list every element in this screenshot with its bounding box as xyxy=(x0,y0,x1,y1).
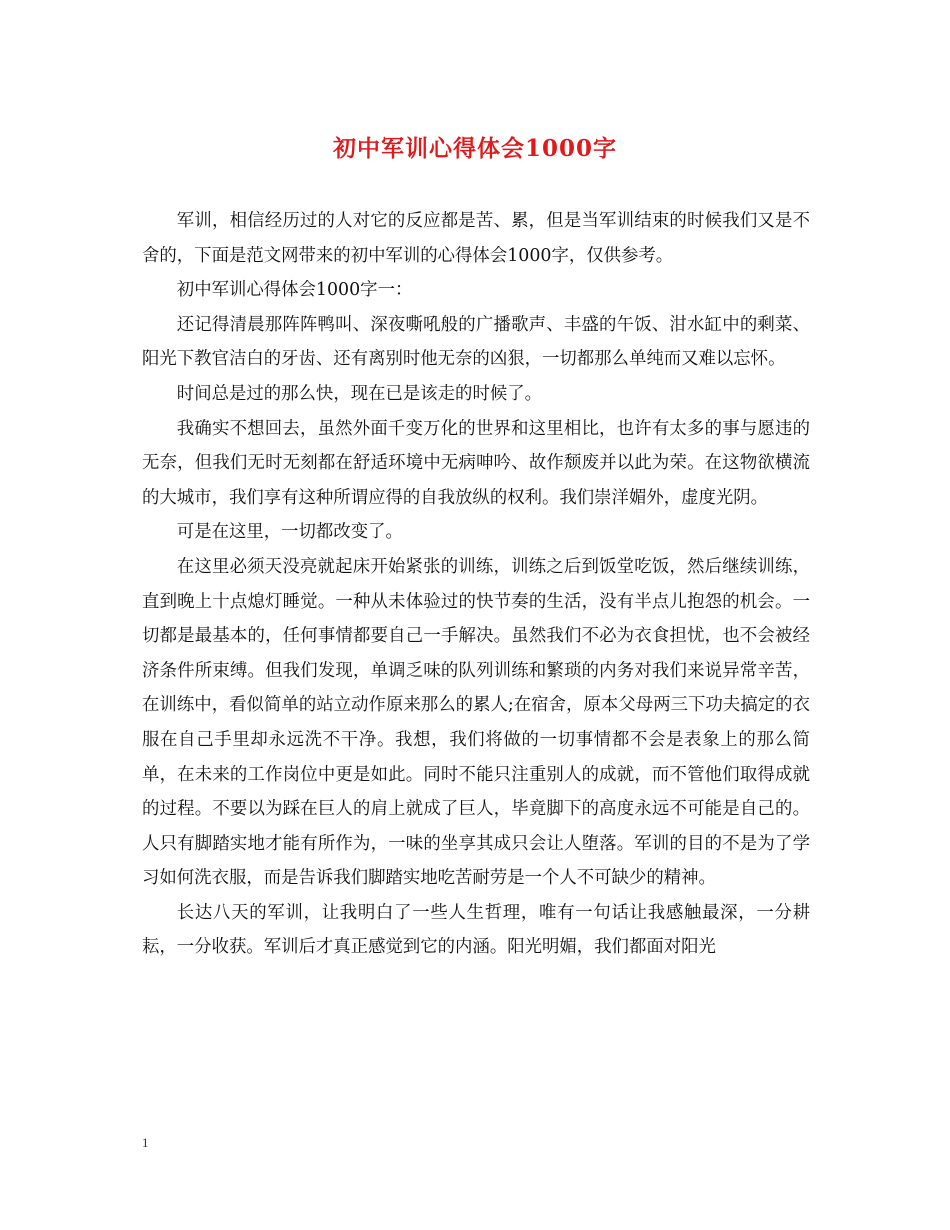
paragraph-memories: 还记得清晨那阵阵鸭叫、深夜嘶吼般的广播歌声、丰盛的午饭、泔水缸中的剩菜、阳光下教官洁白的牙齿、还有离别时他无奈的凶狠，一切都那么单纯而又难以忘怀。 xyxy=(142,314,810,370)
paragraph-reflection: 长达八天的军训，让我明白了一些人生哲理，唯有一句话让我感触最深，一分耕耘，一分收获。军训后才真正感觉到它的内涵。阳光明媚，我们都面对阳光 xyxy=(142,902,810,958)
paragraph-change: 可是在这里，一切都改变了。 xyxy=(176,522,403,543)
document-title: 初中军训心得体会1000字 xyxy=(332,135,617,162)
paragraph-time: 时间总是过的那么快，现在已是该走的时候了。 xyxy=(176,383,543,404)
paragraph-intro: 军训，相信经历过的人对它的反应都是苦、累，但是当军训结束的时候我们又是不舍的，下面是范文网带来的初中军训的心得体会1000字，仅供参考。 xyxy=(142,211,810,266)
paragraph-reluctance: 我确实不想回去，虽然外面千变万化的世界和这里相比，也许有太多的事与愿违的无奈，但我们无时无刻都在舒适环境中无病呻吟、故作颓废并以此为荣。在这物欲横流的大城市，我们享有这种所谓应得的自我放纵的权利。我们崇洋媚外，虚度光阴。 xyxy=(142,418,810,508)
paragraph-training: 在这里必须天没亮就起床开始紧张的训练，训练之后到饭堂吃饭，然后继续训练，直到晚上十点熄灯睡觉。一种从未体验过的快节奏的生活，没有半点儿抱怨的机会。一切都是最基本的，任何事情都要自己一手解决。虽然我们不必为衣食担忧，也不会被经济条件所束缚。但我们发现，单调乏味的队列训练和繁琐的内务对我们来说异常辛苦，在训练中，看似简单的站立动作原来那么的累人;在宿舍，原本父母两三下功夫搞定的衣服在自己手里却永远洗不干净。我想，我们将做的一切事情都不会是表象上的那么简单，在未来的工作岗位中更是如此。同时不能只注重别人的成就，而不管他们取得成就的过程。不要以为踩在巨人的肩上就成了巨人，毕竟脚下的高度永远不可能是自己的。人只有脚踏实地才能有所作为，一味的坐享其成只会让人堕落。军训的目的不是为了学习如何洗衣服，而是告诉我们脚踏实地吃苦耐劳是一个人不可缺少的精神。 xyxy=(142,556,810,889)
document-body xyxy=(142,204,810,965)
paragraph-heading-one: 初中军训心得体会1000字一： xyxy=(176,280,413,301)
page-number: 1 xyxy=(142,1135,149,1150)
